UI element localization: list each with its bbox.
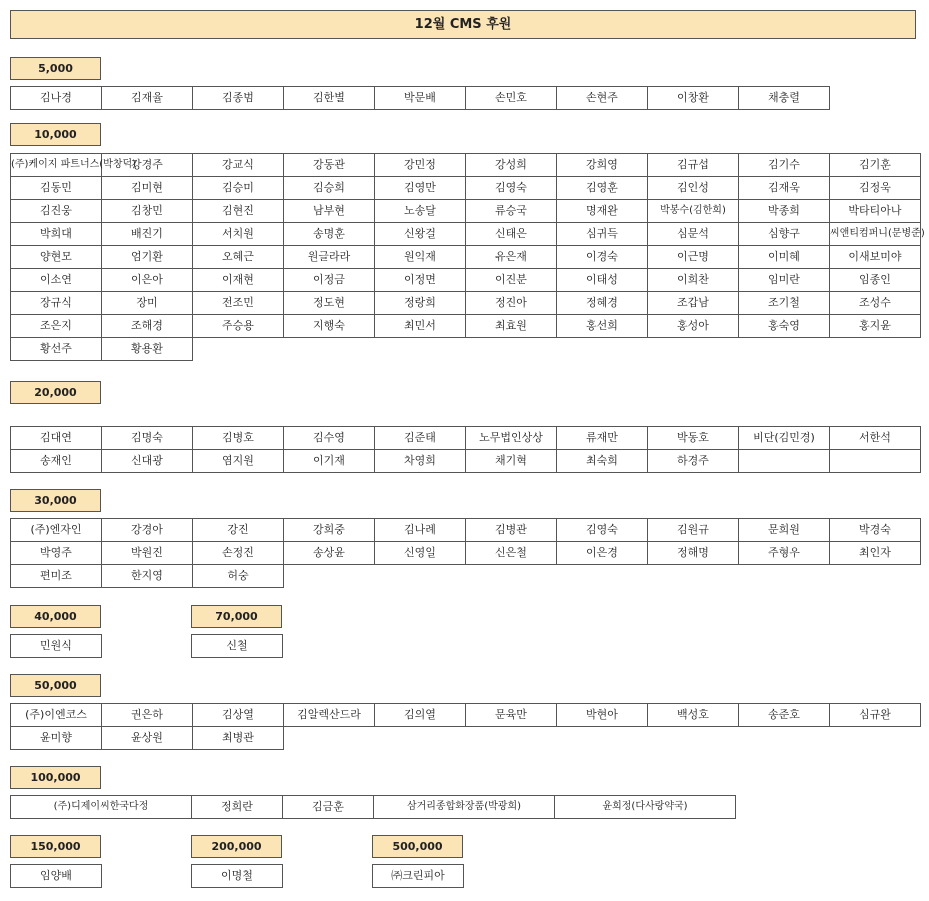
donor-name-cell: 황용환: [102, 338, 193, 361]
donor-name-cell: 이은아: [102, 269, 193, 292]
donor-name-cell: 이진분: [466, 269, 557, 292]
donor-name-cell: 송명훈: [284, 223, 375, 246]
donor-name-cell: 김금훈: [283, 796, 374, 819]
donor-name-cell: 김진웅: [11, 200, 102, 223]
donor-name-cell: 강희영: [557, 154, 648, 177]
donor-name-cell: 김승미: [193, 177, 284, 200]
donor-name-cell: [830, 450, 921, 473]
donor-name-cell: 강진: [193, 519, 284, 542]
donor-name-cell: 김기훈: [830, 154, 921, 177]
donor-name-cell: 유은재: [466, 246, 557, 269]
donor-name-cell: 이기재: [284, 450, 375, 473]
donor-name-cell: 윤상원: [102, 727, 193, 750]
amount-200000-header: 200,000: [191, 835, 282, 858]
donor-name-cell: (주)케이지 파트너스(박창덕): [11, 154, 102, 177]
donor-name-cell: 조은지: [11, 315, 102, 338]
donor-name-cell: 김승희: [284, 177, 375, 200]
donor-name-cell: 채충렬: [739, 87, 830, 110]
donor-name-cell: 김동민: [11, 177, 102, 200]
donor-name-cell: 박영주: [11, 542, 102, 565]
donor-name-cell: 이희찬: [648, 269, 739, 292]
donor-name-cell: 류재만: [557, 427, 648, 450]
amount-40000-header: 40,000: [10, 605, 101, 628]
donor-table-40000: [10, 634, 102, 658]
donor-name-cell: 장규식: [11, 292, 102, 315]
donor-name-cell: 김알렉산드라: [284, 704, 375, 727]
donor-name-cell: 권은하: [102, 704, 193, 727]
amount-10000-header: 10,000: [10, 123, 101, 146]
donor-table-200000: [191, 864, 283, 888]
donor-name-cell: 원익재: [375, 246, 466, 269]
donor-name-cell: 김정욱: [830, 177, 921, 200]
donor-name-cell: 임미란: [739, 269, 830, 292]
donor-name-cell: 홍지윤: [830, 315, 921, 338]
page-title: 12월 CMS 후원: [10, 10, 916, 39]
donor-name-cell: 주형우: [739, 542, 830, 565]
donor-name-cell: 강성희: [466, 154, 557, 177]
donor-name-cell: 윤미향: [11, 727, 102, 750]
donor-name-cell: 신태은: [466, 223, 557, 246]
donor-name-cell: ㈜크린피아: [373, 865, 464, 888]
donor-name-cell: 김기수: [739, 154, 830, 177]
donor-name-cell: 엄기환: [102, 246, 193, 269]
donor-name-cell: 이재현: [193, 269, 284, 292]
donor-name-cell: 이태성: [557, 269, 648, 292]
donor-name-cell: 송상윤: [284, 542, 375, 565]
donor-table-10000: [10, 153, 925, 361]
donor-name-cell: 김명숙: [102, 427, 193, 450]
donor-name-cell: 손민호: [466, 87, 557, 110]
donor-name-cell: 이명철: [192, 865, 283, 888]
amount-100000-header: 100,000: [10, 766, 101, 789]
donor-name-cell: 강민정: [375, 154, 466, 177]
amount-5000-header: 5,000: [10, 57, 101, 80]
donor-name-cell: 윤희정(다사랑약국): [555, 796, 736, 819]
donor-table-150000: [10, 864, 102, 888]
donor-name-cell: 서한석: [830, 427, 921, 450]
donor-name-cell: 민원식: [11, 635, 102, 658]
donor-name-cell: 김종범: [193, 87, 284, 110]
donor-name-cell: 문희원: [739, 519, 830, 542]
donor-name-cell: 이정면: [375, 269, 466, 292]
donor-name-cell: 김영만: [375, 177, 466, 200]
donor-name-cell: (주)이엔코스: [11, 704, 102, 727]
donor-name-cell: 박원진: [102, 542, 193, 565]
donor-name-cell: 오혜근: [193, 246, 284, 269]
donor-name-cell: 장미: [102, 292, 193, 315]
donor-name-cell: 원글라라: [284, 246, 375, 269]
donor-name-cell: 박타티아나: [830, 200, 921, 223]
donor-name-cell: 염지원: [193, 450, 284, 473]
donor-name-cell: 김수영: [284, 427, 375, 450]
donor-name-cell: 이소연: [11, 269, 102, 292]
donor-name-cell: 김현진: [193, 200, 284, 223]
donor-name-cell: 심규완: [830, 704, 921, 727]
donor-table-20000: [10, 426, 921, 473]
donor-name-cell: 홍선희: [557, 315, 648, 338]
donor-name-cell: 정희란: [192, 796, 283, 819]
donor-name-cell: 김영숙: [466, 177, 557, 200]
donor-name-cell: 조갑남: [648, 292, 739, 315]
donor-name-cell: 류승국: [466, 200, 557, 223]
donor-name-cell: 박동호: [648, 427, 739, 450]
donor-name-cell: 채기혁: [466, 450, 557, 473]
donor-name-cell: 손정진: [193, 542, 284, 565]
donor-name-cell: 지행숙: [284, 315, 375, 338]
donor-name-cell: 신영일: [375, 542, 466, 565]
donor-name-cell: 서치원: [193, 223, 284, 246]
donor-name-cell: 최병관: [193, 727, 284, 750]
donor-name-cell: 이미혜: [739, 246, 830, 269]
donor-name-cell: 명재완: [557, 200, 648, 223]
donor-name-cell: 정혜경: [557, 292, 648, 315]
donor-name-cell: 송재인: [11, 450, 102, 473]
donor-name-cell: 김의열: [375, 704, 466, 727]
donor-name-cell: 노송달: [375, 200, 466, 223]
donor-name-cell: 김규섭: [648, 154, 739, 177]
donor-name-cell: 이근명: [648, 246, 739, 269]
donor-name-cell: 김준태: [375, 427, 466, 450]
donor-table-70000: [191, 634, 283, 658]
donor-name-cell: 김인성: [648, 177, 739, 200]
donor-name-cell: (주)디제이씨한국다정: [11, 796, 192, 819]
donor-name-cell: 송준호: [739, 704, 830, 727]
donor-name-cell: 김영숙: [557, 519, 648, 542]
donor-name-cell: 정랑희: [375, 292, 466, 315]
donor-name-cell: 하경주: [648, 450, 739, 473]
donor-name-cell: 이경숙: [557, 246, 648, 269]
donor-name-cell: 심향구: [739, 223, 830, 246]
donor-name-cell: 김병호: [193, 427, 284, 450]
donor-name-cell: 김미현: [102, 177, 193, 200]
donor-name-cell: 김나경: [11, 87, 102, 110]
donor-name-cell: 강교식: [193, 154, 284, 177]
donor-name-cell: 백성호: [648, 704, 739, 727]
amount-150000-header: 150,000: [10, 835, 101, 858]
donor-name-cell: 양현모: [11, 246, 102, 269]
donor-name-cell: 씨앤티컴퍼니(문병준): [830, 223, 921, 246]
donor-table-500000: [372, 864, 464, 888]
donor-name-cell: 허숭: [193, 565, 284, 588]
donor-name-cell: 김한별: [284, 87, 375, 110]
amount-500000-header: 500,000: [372, 835, 463, 858]
donor-name-cell: 삼거리종합화장품(박광희): [374, 796, 555, 819]
donor-name-cell: 김영훈: [557, 177, 648, 200]
donor-name-cell: 김창민: [102, 200, 193, 223]
donor-name-cell: 임양배: [11, 865, 102, 888]
donor-name-cell: 최인자: [830, 542, 921, 565]
donor-name-cell: 이은경: [557, 542, 648, 565]
donor-name-cell: 차영희: [375, 450, 466, 473]
donor-name-cell: 전조민: [193, 292, 284, 315]
donor-name-cell: 심귀득: [557, 223, 648, 246]
donor-name-cell: 심문석: [648, 223, 739, 246]
donor-name-cell: 신대광: [102, 450, 193, 473]
donor-name-cell: 비단(김민경): [739, 427, 830, 450]
donor-name-cell: 박희대: [11, 223, 102, 246]
donor-name-cell: 김상열: [193, 704, 284, 727]
donor-name-cell: 박경숙: [830, 519, 921, 542]
donor-name-cell: 최효원: [466, 315, 557, 338]
donor-name-cell: 강동관: [284, 154, 375, 177]
donor-name-cell: 신은철: [466, 542, 557, 565]
donor-name-cell: 박현아: [557, 704, 648, 727]
donor-name-cell: 최민서: [375, 315, 466, 338]
donor-name-cell: 한지영: [102, 565, 193, 588]
amount-30000-header: 30,000: [10, 489, 101, 512]
amount-20000-header: 20,000: [10, 381, 101, 404]
donor-name-cell: 황선주: [11, 338, 102, 361]
donor-name-cell: 김재욱: [739, 177, 830, 200]
donor-name-cell: (주)엔자인: [11, 519, 102, 542]
donor-name-cell: 손현주: [557, 87, 648, 110]
donor-name-cell: 김병관: [466, 519, 557, 542]
donor-name-cell: 배진기: [102, 223, 193, 246]
donor-name-cell: 남부현: [284, 200, 375, 223]
donor-name-cell: 박종희: [739, 200, 830, 223]
donor-name-cell: 김원규: [648, 519, 739, 542]
donor-table-5000: [10, 86, 830, 110]
donor-name-cell: 김재율: [102, 87, 193, 110]
donor-name-cell: 정도현: [284, 292, 375, 315]
donor-name-cell: 편미조: [11, 565, 102, 588]
donor-name-cell: 노무법인상상: [466, 427, 557, 450]
donor-name-cell: 임종인: [830, 269, 921, 292]
donor-name-cell: 정진아: [466, 292, 557, 315]
donor-name-cell: 김대연: [11, 427, 102, 450]
donor-table-100000: [10, 795, 736, 819]
donor-name-cell: 박봉수(김한희): [648, 200, 739, 223]
donor-name-cell: 박문배: [375, 87, 466, 110]
donor-name-cell: 홍숙영: [739, 315, 830, 338]
donor-name-cell: 조성수: [830, 292, 921, 315]
donor-name-cell: 정해명: [648, 542, 739, 565]
donor-name-cell: 신철: [192, 635, 283, 658]
donor-name-cell: 조해경: [102, 315, 193, 338]
donor-table-50000: [10, 703, 921, 750]
donor-name-cell: 주승용: [193, 315, 284, 338]
donor-name-cell: 최숙희: [557, 450, 648, 473]
donor-name-cell: 홍성아: [648, 315, 739, 338]
donor-name-cell: 조기철: [739, 292, 830, 315]
donor-name-cell: 강경주: [102, 154, 193, 177]
donor-name-cell: [739, 450, 830, 473]
donor-name-cell: 강경아: [102, 519, 193, 542]
donor-name-cell: 강희중: [284, 519, 375, 542]
donor-name-cell: 이창환: [648, 87, 739, 110]
donor-name-cell: 문육만: [466, 704, 557, 727]
donor-name-cell: 신왕걸: [375, 223, 466, 246]
donor-name-cell: 이정금: [284, 269, 375, 292]
amount-70000-header: 70,000: [191, 605, 282, 628]
donor-name-cell: 김나례: [375, 519, 466, 542]
donor-table-30000: [10, 518, 921, 588]
donor-name-cell: 이새보미야: [830, 246, 921, 269]
amount-50000-header: 50,000: [10, 674, 101, 697]
